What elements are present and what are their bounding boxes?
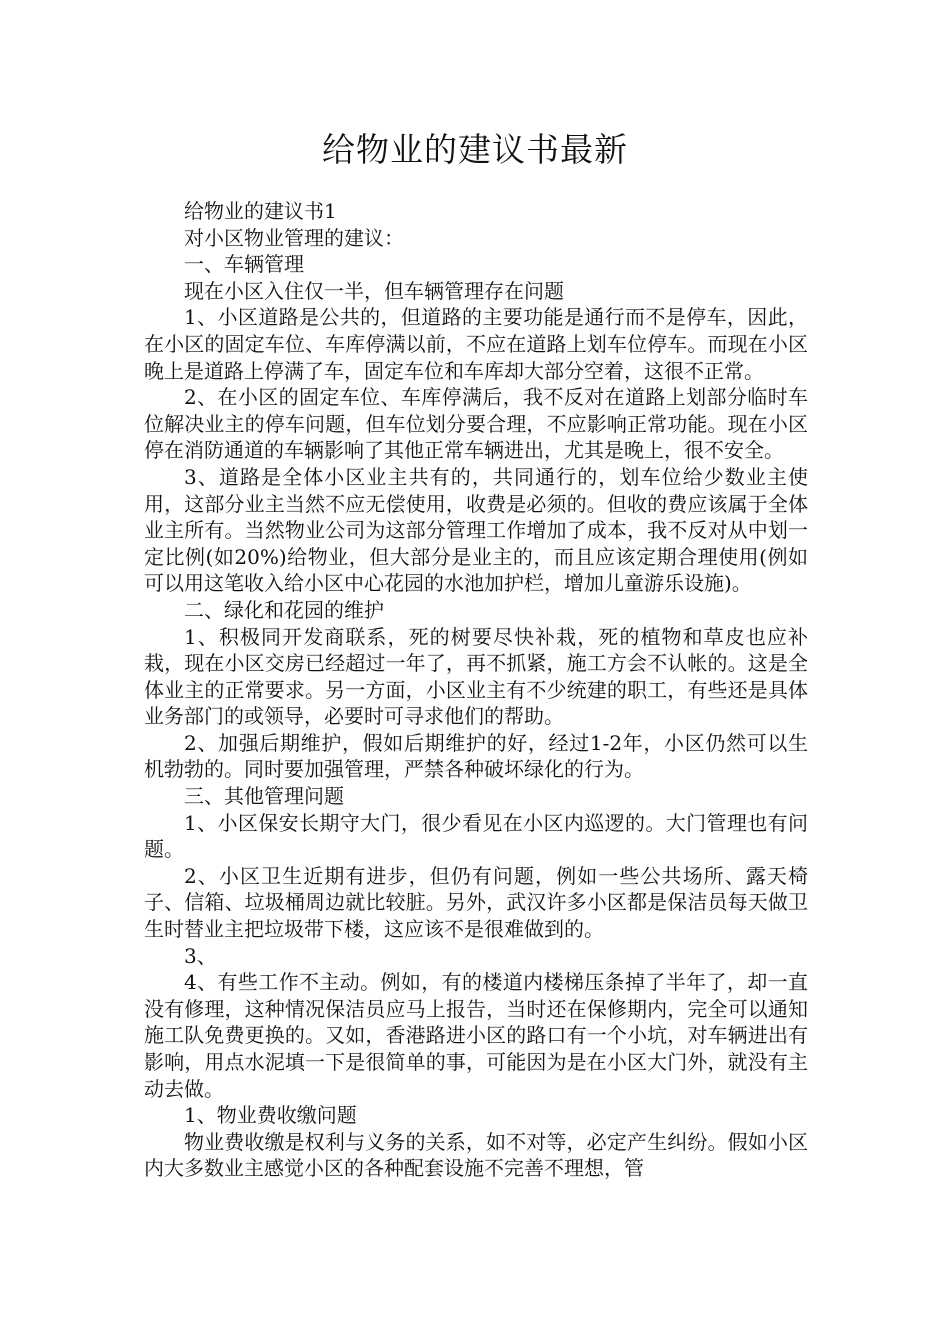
paragraph: 4、有些工作不主动。例如，有的楼道内楼梯压条掉了半年了，却一直没有修理，这种情况保洁员应马上报告，当时还在保修期内，完全可以通知施工队免费更换的。又如，香港路进小区的路口有一个小坑，对车辆进出有影响，用点水泥填一下是很简单的事，可能因为是在小区大门外，就没有主动去做。 bbox=[144, 970, 808, 1101]
paragraph: 2、小区卫生近期有进步，但仍有问题，例如一些公共场所、露天椅子、信箱、垃圾桶周边就比较脏。另外，武汉许多小区都是保洁员每天做卫生时替业主把垃圾带下楼，这应该不是很难做到的。 bbox=[144, 863, 808, 942]
paragraph: 1、小区道路是公共的，但道路的主要功能是通行而不是停车，因此，在小区的固定车位、车库停满以前，不应在道路上划车位停车。而现在小区晚上是道路上停满了车，固定车位和车库却大部分空着，这很不正常。 bbox=[144, 305, 808, 383]
document-title: 给物业的建议书最新 bbox=[322, 130, 628, 169]
paragraph: 1、积极同开发商联系，死的树要尽快补栽，死的植物和草皮也应补栽，现在小区交房已经超过一年了，再不抓紧，施工方会不认帐的。这是全体业主的正常要求。另一方面，小区业主有不少统建的职工，有些还是具体业务部门的或领导，必要时可寻求他们的帮助。 bbox=[144, 624, 808, 729]
paragraph: 3、 bbox=[184, 943, 217, 968]
paragraph: 物业费收缴是权利与义务的关系，如不对等，必定产生纠纷。假如小区内大多数业主感觉小区的各种配套设施不完善不理想，管 bbox=[144, 1129, 808, 1181]
paragraph: 1、小区保安长期守大门，很少看见在小区内巡逻的。大门管理也有问题。 bbox=[144, 810, 808, 862]
document-body bbox=[144, 198, 808, 1182]
paragraph: 2、在小区的固定车位、车库停满后，我不反对在道路上划部分临时车位解决业主的停车问题，但车位划分要合理，不应影响正常功能。现在小区停在消防通道的车辆影响了其他正常车辆进出，尤其是晚上，很不安全。 bbox=[144, 385, 808, 463]
section-heading-greening: 二、绿化和花园的维护 bbox=[184, 597, 384, 622]
section-heading-fee-collection: 1、物业费收缴问题 bbox=[184, 1103, 357, 1128]
paragraph: 2、加强后期维护，假如后期维护的好，经过1-2年，小区仍然可以生机勃勃的。同时要加强管理，严禁各种破坏绿化的行为。 bbox=[144, 730, 808, 782]
section-heading-other-issues: 三、其他管理问题 bbox=[184, 784, 344, 809]
paragraph: 3、道路是全体小区业主共有的，共同通行的，划车位给少数业主使用，这部分业主当然不应无偿使用，收费是必须的。但收的费应该属于全体业主所有。当然物业公司为这部分管理工作增加了成本，我不反对从中划一定比例(如20%)给物业，但大部分是业主的，而且应该定期合理使用(例如可以用这笔收入给小区中心花园的水池加护栏，增加儿童游乐设施)。 bbox=[144, 464, 808, 596]
paragraph-suggestions-heading: 对小区物业管理的建议： bbox=[184, 225, 404, 250]
paragraph-intro-heading: 给物业的建议书1 bbox=[184, 199, 337, 223]
section-heading-vehicle-management: 一、车辆管理 bbox=[184, 252, 304, 277]
paragraph: 现在小区入住仅一半，但车辆管理存在问题 bbox=[184, 278, 564, 303]
